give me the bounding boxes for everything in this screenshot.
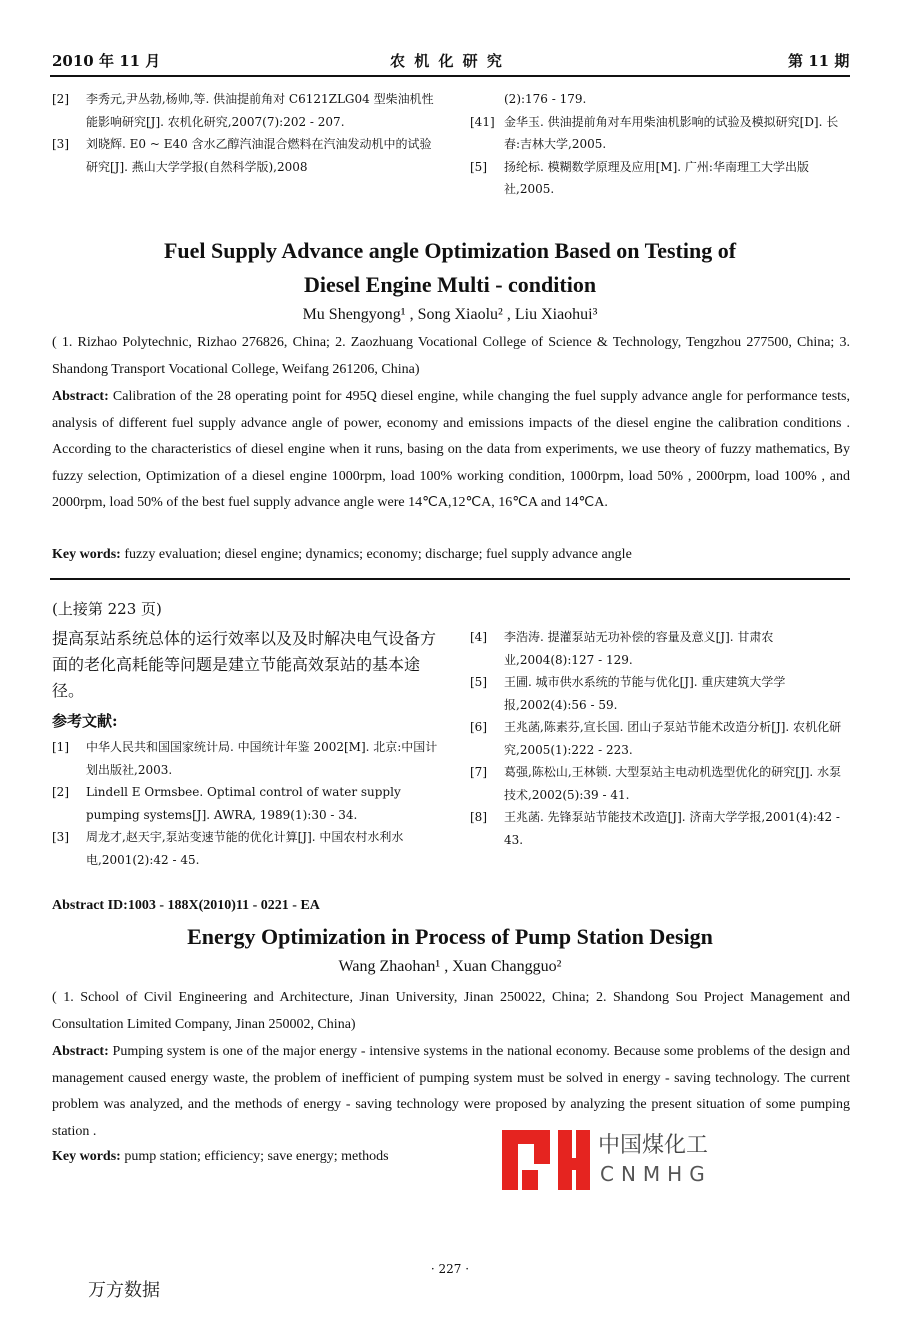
list-item: [41] 金华玉. 供油提前角对车用柴油机影响的试验及模拟研究[D]. 长春:吉林大学,2005.	[470, 114, 839, 151]
list-item: [5] 扬纶标. 模糊数学原理及应用[M]. 广州:华南理工大学出版社,2005.	[470, 159, 809, 196]
continued-text: 提高泵站系统总体的运行效率以及及时解决电气设备方面的老化高耗能等问题是建立节能高效泵站的基本途径。	[52, 629, 437, 700]
list-item: [8] 王兆菡. 先锋泵站节能技术改造[J]. 济南大学学报,2001(4):42 - 43.	[470, 810, 840, 847]
paper1-title: Fuel Supply Advance angle Optimization Based on Testing of Diesel Engine Multi - condition	[163, 238, 737, 297]
paper2-title: Energy Optimization in Process of Pump Station Design	[187, 924, 713, 949]
top-refs-left	[52, 88, 437, 178]
paper1-authors: Mu Shengyong¹ , Song Xiaolu² , Liu Xiaohui³	[302, 306, 598, 323]
footer-source: 万方数据	[88, 1280, 160, 1301]
list-item: [1] 中华人民共和国国家统计局. 中国统计年鉴 2002[M]. 北京:中国计划出版社,2003.	[52, 740, 438, 777]
watermark-cn: 中国煤化工	[598, 1133, 709, 1158]
list-item: [4] 李浩涛. 提灌泵站无功补偿的容量及意义[J]. 甘肃农业,2004(8):127 - 129.	[470, 630, 774, 667]
header-issue: 第 11 期	[788, 52, 850, 70]
watermark-en: CNMHG	[600, 1162, 712, 1186]
list-item: [5] 王圃. 城市供水系统的节能与优化[J]. 重庆建筑大学学报,2002(4):56 - 59.	[470, 675, 786, 712]
list-item: (2):176 - 179.	[504, 92, 587, 106]
header-date: 2010 年 11 月	[52, 52, 161, 70]
paper1-keywords: Key words: fuzzy evaluation; diesel engine; dynamics; economy; discharge; fuel supply advance angle	[52, 547, 632, 562]
cnmhg-watermark-logo	[500, 1126, 720, 1196]
continued-left-column	[52, 596, 442, 871]
list-item: [7] 葛强,陈松山,王林锁. 大型泵站主电动机选型优化的研究[J]. 水泵技术,2002(5):39 - 41.	[470, 765, 842, 802]
continued-note: (上接第 223 页)	[52, 600, 162, 618]
references-heading: 参考文献:	[52, 712, 118, 730]
list-item: [2] Lindell E Ormsbee. Optimal control of water supply pumping systems[J]. AWRA, 1989(1):30 - 34.	[52, 785, 401, 822]
references-left	[52, 736, 442, 871]
paper2-abstract-id: Abstract ID:1003 - 188X(2010)11 - 0221 - EA	[52, 898, 320, 913]
list-item: [6] 王兆菡,陈素芬,宣长国. 团山子泵站节能术改造分析[J]. 农机化研究,2005(1):222 - 223.	[470, 720, 842, 757]
list-item: [2] 李秀元,尹丛勃,杨帅,等. 供油提前角对 C6121ZLG04 型柴油机性能影响研究[J]. 农机化研究,2007(7):202 - 207.	[52, 92, 434, 129]
paper1-affiliation: ( 1. Rizhao Polytechnic, Rizhao 276826, China; 2. Zaozhuang Vocational College of Science & Technology, Tengzhou 277500, China; 3. Shandong Transport Vocational College, Weifang 261206, China)	[52, 335, 850, 377]
cnmhg-logo-icon	[500, 1126, 592, 1192]
header-rule	[50, 75, 850, 77]
page-number: · 227 ·	[430, 1262, 470, 1276]
list-item: [3] 周龙才,赵天宇,泵站变速节能的优化计算[J]. 中国农村水利水电,2001(2):42 - 45.	[52, 830, 404, 867]
paper2-keywords: Key words: pump station; efficiency; save energy; methods	[52, 1149, 389, 1164]
header-journal: 农 机 化 研 究	[390, 52, 504, 70]
paper2-authors: Wang Zhaohan¹ , Xuan Changguo²	[338, 958, 562, 975]
paper2-abstract: Abstract: Pumping system is one of the major energy - intensive systems in the national economy. Because some problems of the design and management caused energy waste, the problem of inefficient of pumping system must be solved in energy - saving technology. The current problem was analyzed, and the methods of energy - saving technology were proposed by analyzing the present situation of some pumping station .	[52, 1044, 851, 1139]
references-right	[470, 626, 852, 851]
top-refs-right	[470, 88, 852, 201]
paper1-abstract: Abstract: Calibration of the 28 operating point for 495Q diesel engine, while changing the fuel supply advance angle for performance tests, analysis of different fuel supply advance angle of power, economy and emissions impacts of the diesel engine the calibration conditions . According to the characteristics of diesel engine when it runs, basing on the data from experiments, we use theory of fuzzy mathematics, By fuzzy selection, Optimization of a diesel engine 1000rpm, load 100% working condition, 1000rpm, load 50% , 2000rpm, load 100% , and 2000rpm, load 50% of the best fuel supply advance angle were 14℃A,12℃A, 16℃A and 14℃A.	[52, 389, 850, 510]
section-divider	[50, 578, 850, 580]
list-item: [3] 刘晓辉. E0 ~ E40 含水乙醇汽油混合燃料在汽油发动机中的试验研究[J]. 燕山大学学报(自然科学版),2008	[52, 137, 432, 174]
paper2-affiliation: ( 1. School of Civil Engineering and Architecture, Jinan University, Jinan 250022, China; 2. Shandong Sou Project Management and Consultation Limited Company, Jinan 250002, China)	[52, 990, 850, 1032]
